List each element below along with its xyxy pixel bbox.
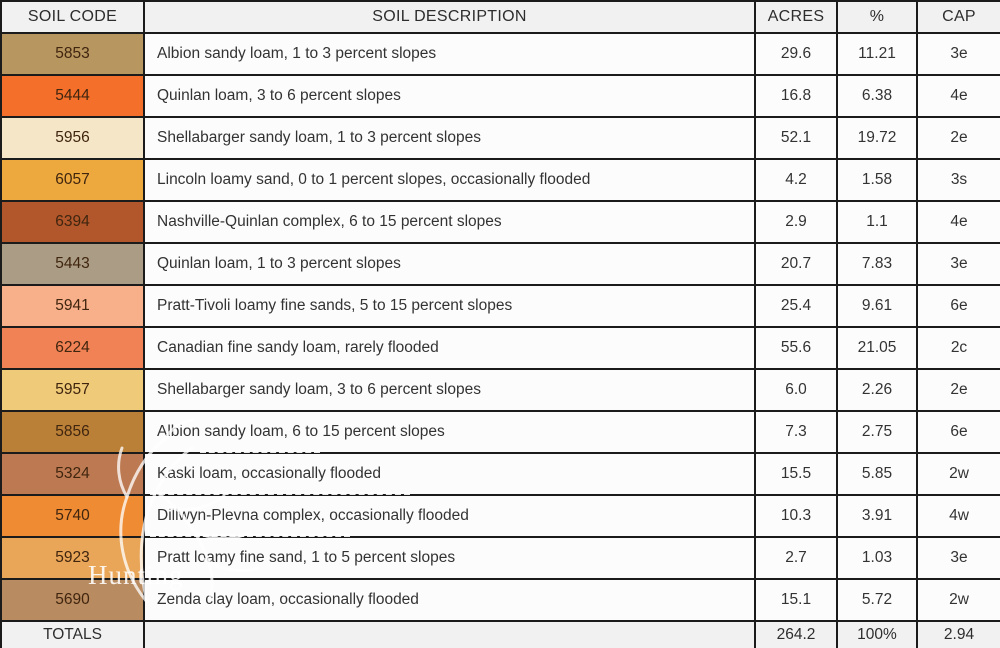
cap-cell: 3e bbox=[917, 537, 1000, 579]
table-header bbox=[1, 1, 1000, 33]
percent-cell: 21.05 bbox=[837, 327, 917, 369]
soil-description-cell: Albion sandy loam, 6 to 15 percent slopes bbox=[144, 411, 755, 453]
soil-description-cell: Quinlan loam, 1 to 3 percent slopes bbox=[144, 243, 755, 285]
cap-cell: 2w bbox=[917, 453, 1000, 495]
acres-cell: 16.8 bbox=[755, 75, 837, 117]
acres-cell: 25.4 bbox=[755, 285, 837, 327]
soil-code-cell: 5740 bbox=[1, 495, 144, 537]
acres-cell: 29.6 bbox=[755, 33, 837, 75]
table-row bbox=[1, 117, 1000, 159]
cap-cell: 3s bbox=[917, 159, 1000, 201]
percent-cell: 19.72 bbox=[837, 117, 917, 159]
acres-cell: 6.0 bbox=[755, 369, 837, 411]
percent-cell: 5.72 bbox=[837, 579, 917, 621]
soil-code-cell: 5324 bbox=[1, 453, 144, 495]
percent-cell: 7.83 bbox=[837, 243, 917, 285]
soil-code-cell: 5856 bbox=[1, 411, 144, 453]
totals-label: TOTALS bbox=[1, 621, 144, 648]
soil-code-cell: 5853 bbox=[1, 33, 144, 75]
header-acres: ACRES bbox=[755, 1, 837, 33]
soil-description-cell: Canadian fine sandy loam, rarely flooded bbox=[144, 327, 755, 369]
soil-code-cell: 6057 bbox=[1, 159, 144, 201]
soil-code-cell: 5941 bbox=[1, 285, 144, 327]
soil-description-cell: Quinlan loam, 3 to 6 percent slopes bbox=[144, 75, 755, 117]
acres-cell: 20.7 bbox=[755, 243, 837, 285]
soil-description-cell: Kaski loam, occasionally flooded bbox=[144, 453, 755, 495]
soil-code-cell: 5690 bbox=[1, 579, 144, 621]
table-row bbox=[1, 369, 1000, 411]
acres-cell: 2.7 bbox=[755, 537, 837, 579]
soil-code-cell: 5957 bbox=[1, 369, 144, 411]
percent-cell: 5.85 bbox=[837, 453, 917, 495]
cap-cell: 6e bbox=[917, 285, 1000, 327]
totals-cap: 2.94 bbox=[917, 621, 1000, 648]
percent-cell: 9.61 bbox=[837, 285, 917, 327]
acres-cell: 4.2 bbox=[755, 159, 837, 201]
totals-acres: 264.2 bbox=[755, 621, 837, 648]
table-row bbox=[1, 159, 1000, 201]
soil-description-cell: Zenda clay loam, occasionally flooded bbox=[144, 579, 755, 621]
percent-cell: 2.75 bbox=[837, 411, 917, 453]
percent-cell: 6.38 bbox=[837, 75, 917, 117]
soil-code-cell: 5923 bbox=[1, 537, 144, 579]
percent-cell: 1.03 bbox=[837, 537, 917, 579]
table-row bbox=[1, 537, 1000, 579]
soil-description-cell: Dillwyn-Plevna complex, occasionally flooded bbox=[144, 495, 755, 537]
cap-cell: 3e bbox=[917, 33, 1000, 75]
table-row bbox=[1, 201, 1000, 243]
header-row bbox=[1, 1, 1000, 33]
cap-cell: 2c bbox=[917, 327, 1000, 369]
cap-cell: 4e bbox=[917, 75, 1000, 117]
soil-description-cell: Shellabarger sandy loam, 3 to 6 percent slopes bbox=[144, 369, 755, 411]
table-row bbox=[1, 327, 1000, 369]
soil-description-cell: Nashville-Quinlan complex, 6 to 15 percent slopes bbox=[144, 201, 755, 243]
soil-code-cell: 5443 bbox=[1, 243, 144, 285]
header-soil-description: SOIL DESCRIPTION bbox=[144, 1, 755, 33]
soil-code-cell: 5956 bbox=[1, 117, 144, 159]
cap-cell: 2e bbox=[917, 369, 1000, 411]
acres-cell: 10.3 bbox=[755, 495, 837, 537]
soil-description-cell: Pratt loamy fine sand, 1 to 5 percent slopes bbox=[144, 537, 755, 579]
header-cap: CAP bbox=[917, 1, 1000, 33]
acres-cell: 2.9 bbox=[755, 201, 837, 243]
soil-description-cell: Albion sandy loam, 1 to 3 percent slopes bbox=[144, 33, 755, 75]
acres-cell: 15.1 bbox=[755, 579, 837, 621]
soil-description-cell: Lincoln loamy sand, 0 to 1 percent slopes, occasionally flooded bbox=[144, 159, 755, 201]
percent-cell: 1.1 bbox=[837, 201, 917, 243]
soil-description-cell: Shellabarger sandy loam, 1 to 3 percent slopes bbox=[144, 117, 755, 159]
cap-cell: 4w bbox=[917, 495, 1000, 537]
percent-cell: 11.21 bbox=[837, 33, 917, 75]
acres-cell: 55.6 bbox=[755, 327, 837, 369]
table-row bbox=[1, 285, 1000, 327]
watermark-text: Hunting bbox=[88, 560, 184, 590]
acres-cell: 15.5 bbox=[755, 453, 837, 495]
totals-description-cell bbox=[144, 621, 755, 648]
soil-code-cell: 6224 bbox=[1, 327, 144, 369]
soil-code-cell: 6394 bbox=[1, 201, 144, 243]
totals-row bbox=[1, 621, 1000, 648]
acres-cell: 7.3 bbox=[755, 411, 837, 453]
table-row bbox=[1, 495, 1000, 537]
table-footer bbox=[1, 621, 1000, 648]
cap-cell: 4e bbox=[917, 201, 1000, 243]
table-row bbox=[1, 33, 1000, 75]
percent-cell: 2.26 bbox=[837, 369, 917, 411]
cap-cell: 2w bbox=[917, 579, 1000, 621]
soil-code-cell: 5444 bbox=[1, 75, 144, 117]
cap-cell: 2e bbox=[917, 117, 1000, 159]
header-percent: % bbox=[837, 1, 917, 33]
table-row bbox=[1, 579, 1000, 621]
table-row bbox=[1, 243, 1000, 285]
header-soil-code: SOIL CODE bbox=[1, 1, 144, 33]
table-row bbox=[1, 411, 1000, 453]
table-body bbox=[1, 33, 1000, 621]
totals-percent: 100% bbox=[837, 621, 917, 648]
percent-cell: 3.91 bbox=[837, 495, 917, 537]
cap-cell: 3e bbox=[917, 243, 1000, 285]
percent-cell: 1.58 bbox=[837, 159, 917, 201]
cap-cell: 6e bbox=[917, 411, 1000, 453]
table-row bbox=[1, 453, 1000, 495]
acres-cell: 52.1 bbox=[755, 117, 837, 159]
table-row bbox=[1, 75, 1000, 117]
soil-description-cell: Pratt-Tivoli loamy fine sands, 5 to 15 percent slopes bbox=[144, 285, 755, 327]
